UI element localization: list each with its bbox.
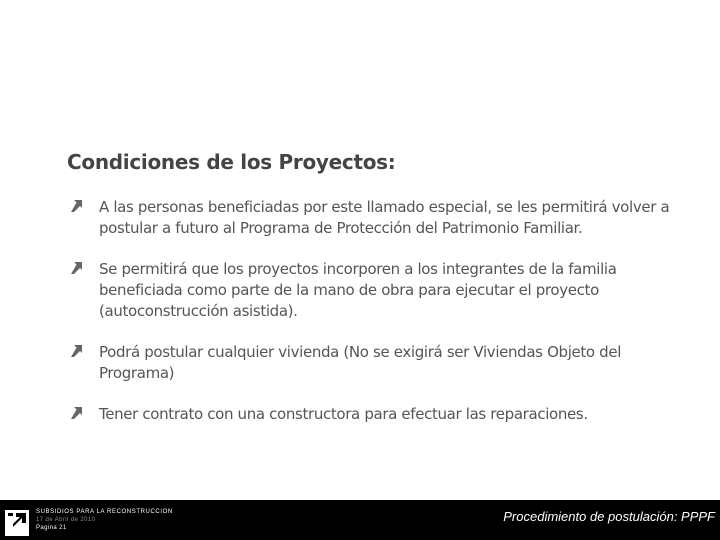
arrow-up-right-icon xyxy=(70,200,82,212)
ministry-logo-icon xyxy=(5,510,29,536)
bullet-item xyxy=(70,404,680,425)
bullet-item xyxy=(70,197,680,239)
arrow-up-right-icon xyxy=(70,262,82,274)
bullet-item xyxy=(70,342,680,384)
bullet-text: Tener contrato con una constructora para efectuar las reparaciones. xyxy=(99,405,588,423)
bullet-item xyxy=(70,259,680,322)
bullet-list xyxy=(70,197,680,445)
footer-program-name: SUBSIDIOS PARA LA RECONSTRUCCION xyxy=(36,509,173,515)
bullet-text: Podrá postular cualquier vivienda (No se exigirá ser Viviendas Objeto del Programa) xyxy=(99,343,622,382)
slide-title: Condiciones de los Proyectos: xyxy=(67,150,396,174)
footer-bar xyxy=(0,500,720,540)
arrow-up-right-icon xyxy=(70,407,82,419)
footer-section-title: Procedimiento de postulación: PPPF xyxy=(503,509,715,524)
footer-page-number: Pagina 21 xyxy=(36,525,67,531)
footer-date: 17 de Abril de 2010 xyxy=(36,517,96,523)
bullet-text: A las personas beneficiadas por este llamado especial, se les permitirá volver a postular a futuro al Programa de Protección del Patrimonio Familiar. xyxy=(99,198,670,237)
bullet-text: Se permitirá que los proyectos incorporen a los integrantes de la familia beneficiada como parte de la mano de obra para ejecutar el proyecto (autoconstrucción asistida). xyxy=(99,260,617,320)
arrow-up-right-icon xyxy=(70,345,82,357)
